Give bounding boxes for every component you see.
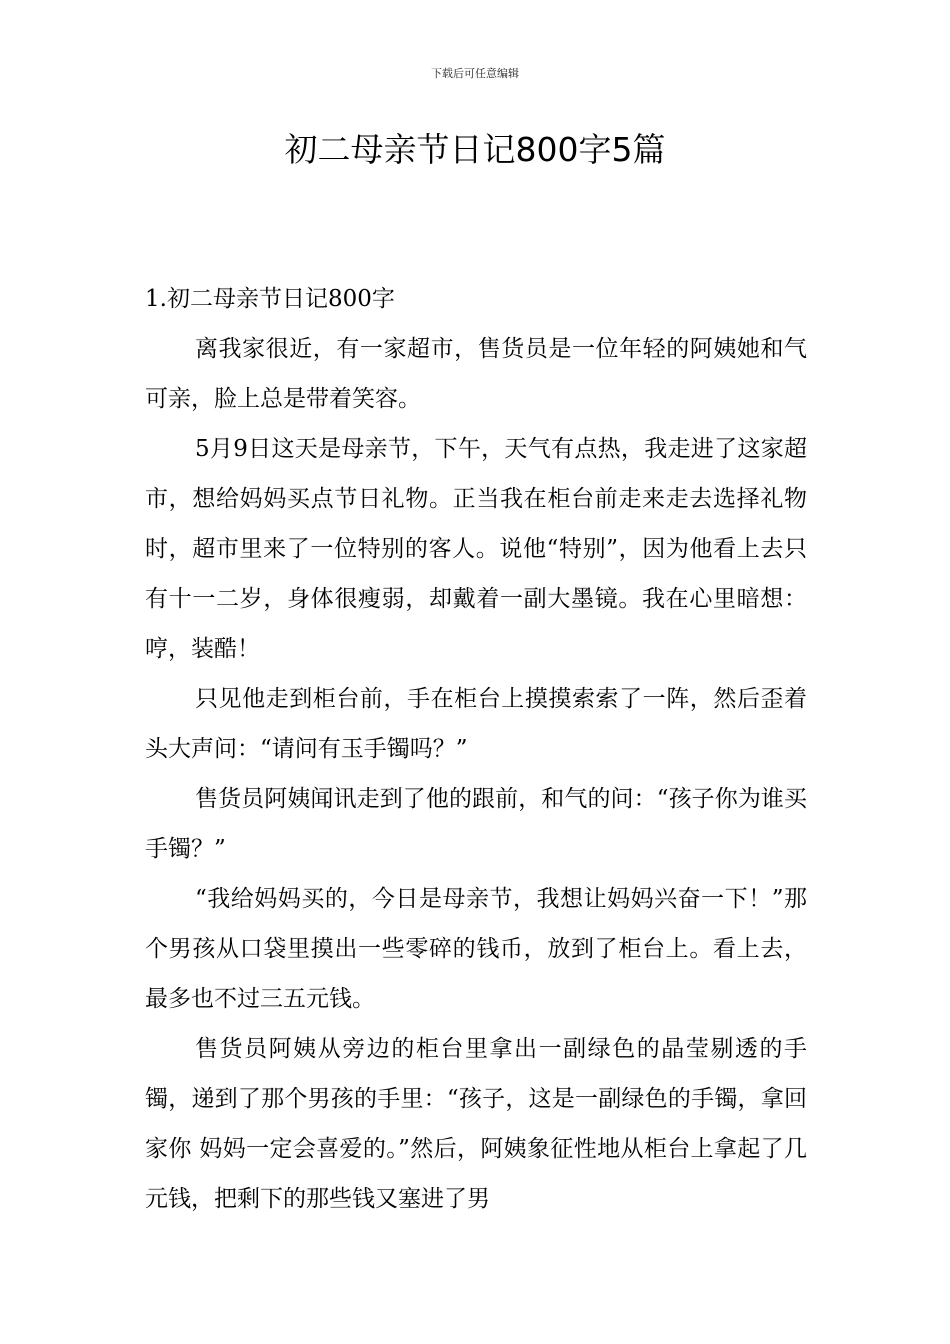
header-note: 下载后可任意编辑 — [431, 67, 519, 80]
paragraph-3: 只见他走到柜台前，手在柜台上摸摸索索了一阵，然后歪着头大声问：“请问有玉手镯吗？” — [145, 686, 807, 762]
paragraph-2: 5月9日这天是母亲节，下午，天气有点热，我走进了这家超市，想给妈妈买点节日礼物。正当我在柜台前走来走去选择礼物时，超市里来了一位特别的客人。说他“特别”，因为他看上去只有十一二岁，身体很瘦弱，却戴着一副大墨镜。我在心里暗想：哼，装酷！ — [145, 436, 807, 662]
paragraph-4: 售货员阿姨闻讯走到了他的跟前，和气的问：“孩子你为谁买手镯？” — [145, 786, 807, 862]
paragraph-6: 售货员阿姨从旁边的柜台里拿出一副绿色的晶莹剔透的手镯，递到了那个男孩的手里：“孩子，这是一副绿色的手镯，拿回家你 妈妈一定会喜爱的。”然后，阿姨象征性地从柜台上拿起了几元钱，把剩下的那些钱又塞进了男 — [145, 1036, 807, 1212]
paragraph-5: “我给妈妈买的，今日是母亲节，我想让妈妈兴奋一下！”那个男孩从口袋里摸出一些零碎的钱币，放到了柜台上。看上去，最多也不过三五元钱。 — [145, 886, 807, 1012]
paragraph-1: 离我家很近，有一家超市，售货员是一位年轻的阿姨她和气可亲，脸上总是带着笑容。 — [145, 336, 807, 412]
document-title: 初二母亲节日记800字5篇 — [284, 130, 666, 169]
document-body — [145, 274, 807, 1224]
section-heading: 1.初二母亲节日记800字 — [145, 286, 395, 312]
